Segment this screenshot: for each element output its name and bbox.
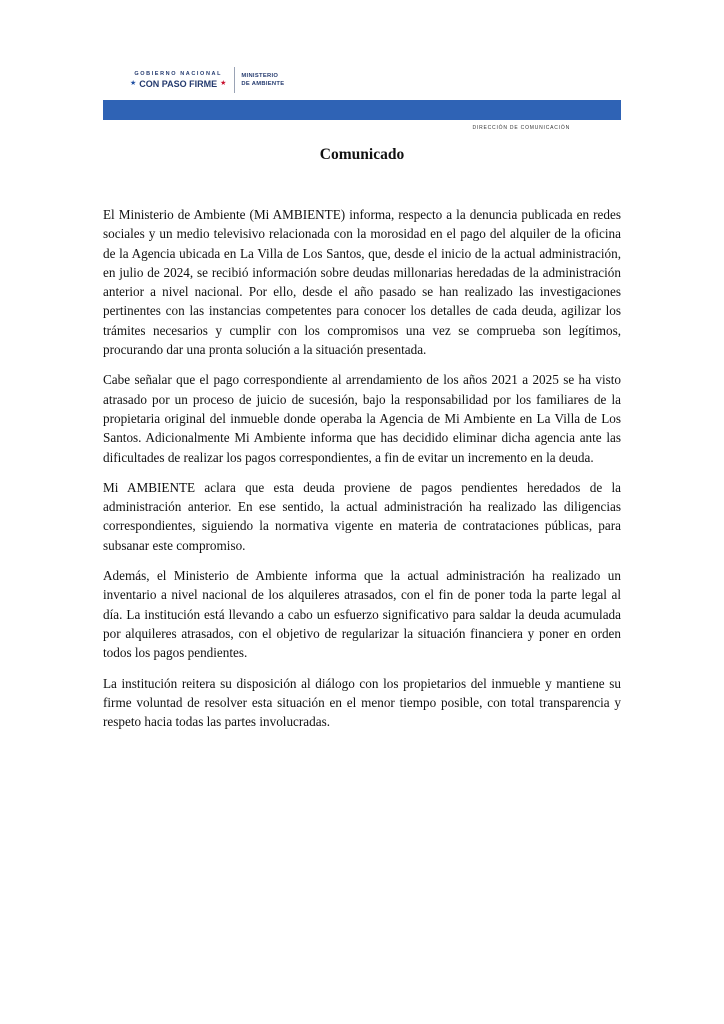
logo-bottom-text: CON PASO FIRME [139, 78, 218, 89]
ministry-line-1: MINISTERIO [241, 73, 279, 79]
header-logo [130, 66, 284, 94]
ministry-name [241, 72, 284, 88]
logo-top-text: GOBIERNO NACIONAL [134, 70, 223, 77]
department-label: DIRECCIÓN DE COMUNICACIÓN [472, 125, 570, 131]
page-title: Comunicado [319, 146, 405, 163]
document-body [103, 205, 621, 742]
paragraph-4: Además, el Ministerio de Ambiente informa que la actual administración ha realizado un inventario a nivel nacional de los alquileres atrasados, con el fin de poner toda la parte legal al día. La institución está llevando a cabo un esfuerzo significativo para saldar la deuda acumulada por alquileres atrasados, con el objetivo de regularizar la situación financiera y poner en orden todos los pagos pendientes. [103, 568, 621, 661]
header-blue-bar [103, 100, 621, 120]
gobierno-logo [130, 71, 226, 90]
logo-bottom-row [130, 78, 226, 90]
ministry-line-2: DE AMBIENTE [241, 81, 285, 87]
paragraph-2: Cabe señalar que el pago correspondiente al arrendamiento de los años 2021 a 2025 se ha visto atrasado por un proceso de juicio de sucesión, bajo la responsabilidad por los familiares de la propietaria original del inmueble donde operaba la Agencia de Mi Ambiente en La Villa de Los Santos. Adicionalmente Mi Ambiente informa que has decidido eliminar dicha agencia ante las dificultades de realizar los pagos correspondientes, a fin de evitar un incremento en la deuda. [103, 372, 621, 465]
paragraph-5: La institución reitera su disposición al diálogo con los propietarios del inmueble y mantiene su firme voluntad de resolver esta situación en el menor tiempo posible, con total transparencia y respeto hacia todas las partes involucradas. [103, 675, 621, 730]
blue-star-icon: ★ [130, 80, 137, 87]
logo-divider [234, 67, 235, 93]
paragraph-3: Mi AMBIENTE aclara que esta deuda proviene de pagos pendientes heredados de la administración anterior. En ese sentido, la actual administración ha realizado las diligencias correspondientes, siguiendo la normativa vigente en materia de contrataciones públicas, para subsanar este compromiso. [103, 479, 621, 553]
red-star-icon: ★ [220, 80, 227, 87]
paragraph-1: El Ministerio de Ambiente (Mi AMBIENTE) informa, respecto a la denuncia publicada en redes sociales y un medio televisivo relacionada con la morosidad en el pago del alquiler de la oficina de la Agencia ubicada en La Villa de Los Santos, que, desde el inicio de la actual administración, en julio de 2024, se recibió información sobre deudas millonarias heredadas de la administración anterior a nivel nacional. Por ello, desde el año pasado se han realizado las investigaciones pertinentes con las instancias competentes para conocer los detalles de cada deuda, agilizar los trámites necesarios y cumplir con los compromisos una vez se comprueba son legítimos, procurando dar una pronta solución a la situación presentada. [103, 207, 621, 358]
